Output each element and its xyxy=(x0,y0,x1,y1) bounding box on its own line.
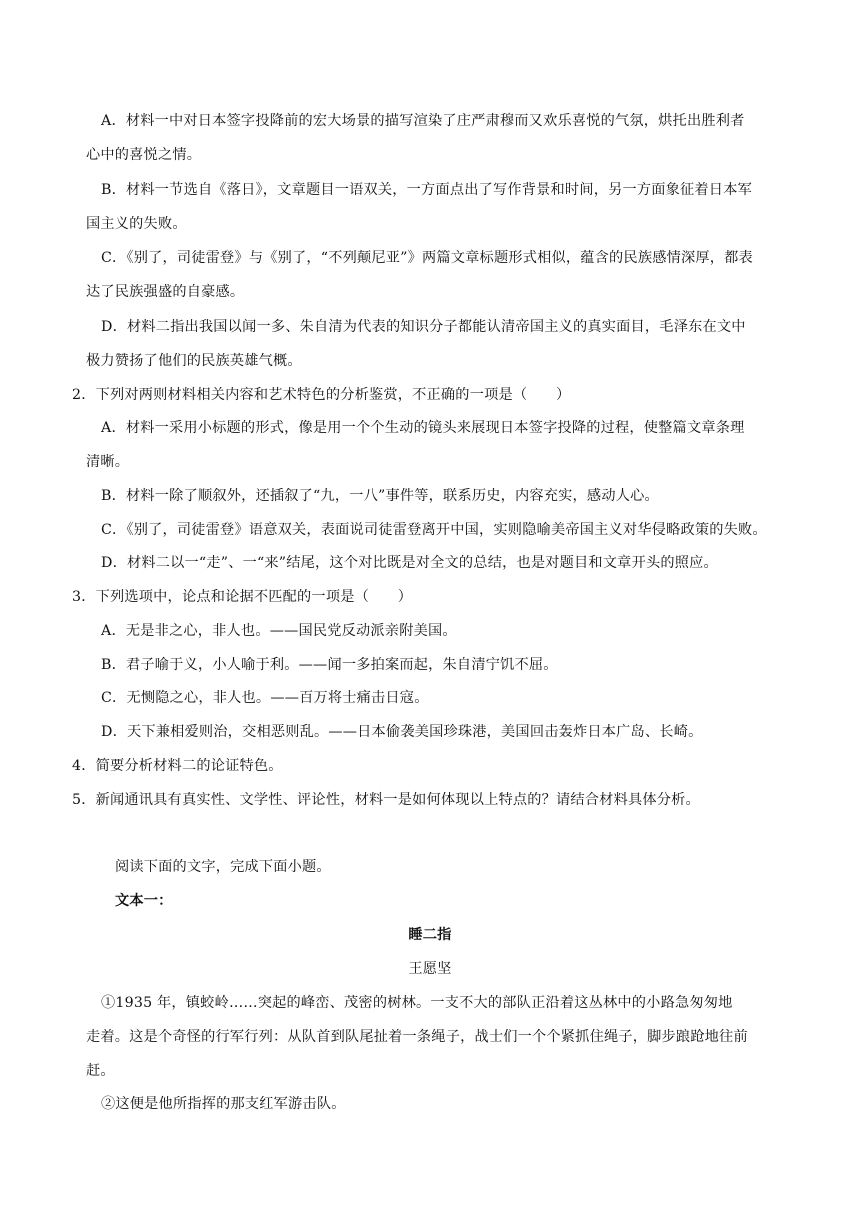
q2-stem: 2．下列对两则材料相关内容和艺术特色的分析鉴赏，不正确的一项是（ ） xyxy=(72,387,571,403)
story-paragraph-1-line3: 赶。 xyxy=(86,1063,115,1079)
q5-stem: 5．新闻通讯具有真实性、文学性、评论性，材料一是如何体现以上特点的？请结合材料具体分析。 xyxy=(72,792,700,808)
q2-option-a-line2: 清晰。 xyxy=(86,454,130,470)
story-title: 睡二指 xyxy=(408,927,452,943)
reading-text-label: 文本一： xyxy=(115,893,173,909)
q3-stem: 3．下列选项中，论点和论据不匹配的一项是（ ） xyxy=(72,589,413,605)
story-paragraph-1-line1: ①1935 年，镇蛟岭……突起的峰峦、茂密的树林。一支不大的部队正沿着这丛林中的小路急匆匆地 xyxy=(101,995,733,1011)
q2-option-c: C．《别了，司徒雷登》语意双关，表面说司徒雷登离开中国，实则隐喻美帝国主义对华侵略政策的失败。 xyxy=(101,522,767,538)
q3-option-a: A．无是非之心，非人也。——国民党反动派亲附美国。 xyxy=(101,623,457,639)
q1-option-b-line2: 国主义的失败。 xyxy=(86,216,187,232)
story-author: 王愿坚 xyxy=(408,961,452,977)
q1-option-c-line2: 达了民族强盛的自豪感。 xyxy=(86,284,245,300)
q1-option-d-line2: 极力赞扬了他们的民族英雄气概。 xyxy=(86,353,302,369)
q3-option-d: D．天下兼相爱则治，交相恶则乱。——日本偷袭美国珍珠港，美国回击轰炸日本广岛、长崎。 xyxy=(101,724,703,740)
q3-option-c: C．无恻隐之心，非人也。——百万将士痛击日寇。 xyxy=(101,690,429,706)
q1-option-a-line2: 心中的喜悦之情。 xyxy=(86,147,202,163)
story-paragraph-1-line2: 走着。这是个奇怪的行军行列：从队首到队尾扯着一条绳子，战士们一个个紧抓住绳子，脚步踉跄地往前 xyxy=(86,1029,748,1045)
q1-option-d-line1: D．材料二指出我国以闻一多、朱自清为代表的知识分子都能认清帝国主义的真实面目，毛泽东在文中 xyxy=(101,319,746,335)
q2-option-d: D．材料二以一“走”、一“来”结尾，这个对比既是对全文的总结，也是对题目和文章开头的照应。 xyxy=(101,555,718,571)
q4-stem: 4．简要分析材料二的论证特色。 xyxy=(72,758,283,774)
reading-instruction: 阅读下面的文字，完成下面小题。 xyxy=(115,859,331,875)
q2-option-b: B．材料一除了顺叙外，还插叙了“九，一八”事件等，联系历史，内容充实，感动人心。 xyxy=(101,488,659,504)
q1-option-c-line1: C．《别了，司徒雷登》与《别了，“不列颠尼亚”》两篇文章标题形式相似，蕴含的民族感情深厚，都表 xyxy=(101,250,753,266)
q1-option-b-line1: B．材料一节选自《落日》，文章题目一语双关，一方面点出了写作背景和时间，另一方面象征着日本军 xyxy=(101,182,752,198)
q1-option-a-line1: A．材料一中对日本签字投降前的宏大场景的描写渲染了庄严肃穆而又欢乐喜悦的气氛，烘托出胜利者 xyxy=(101,113,745,129)
story-paragraph-2: ②这便是他所指挥的那支红军游击队。 xyxy=(101,1096,346,1112)
q3-option-b: B．君子喻于义，小人喻于利。——闻一多拍案而起，朱自清宁饥不屈。 xyxy=(101,657,558,673)
q2-option-a-line1: A．材料一采用小标题的形式，像是用一个个生动的镜头来展现日本签字投降的过程，使整篇文章条理 xyxy=(101,420,745,436)
